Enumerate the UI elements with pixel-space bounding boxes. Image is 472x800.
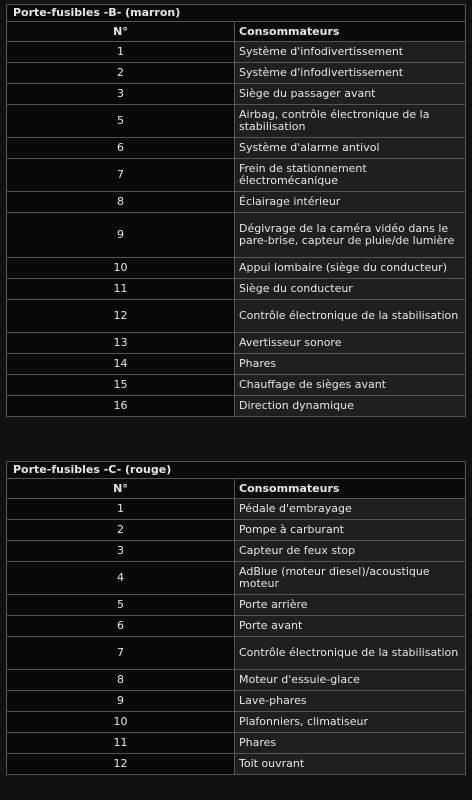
fuse-number-cell: 7 [7,159,235,192]
table-row [7,105,466,138]
consumer-cell: Plafonniers, climatiseur [235,712,466,733]
table-row [7,192,466,213]
consumer-cell: Contrôle électronique de la stabilisation [235,637,466,670]
column-header-number: N° [7,22,235,42]
consumer-cell: Dégivrage de la caméra vidéo dans le pare-brise, capteur de pluie/de lumière [235,213,466,258]
fuse-number-cell: 6 [7,616,235,637]
consumer-cell: Airbag, contrôle électronique de la stabilisation [235,105,466,138]
fuse-number-cell: 3 [7,541,235,562]
consumer-cell: Pompe à carburant [235,520,466,541]
consumer-cell: Toit ouvrant [235,754,466,775]
fuse-number-cell: 13 [7,333,235,354]
table-row [7,520,466,541]
table-row [7,213,466,258]
consumer-cell: Éclairage intérieur [235,192,466,213]
column-header-consumers: Consommateurs [235,22,466,42]
consumer-cell: Système d'alarme antivol [235,138,466,159]
fuse-number-cell: 2 [7,63,235,84]
fuse-number-cell: 15 [7,375,235,396]
consumer-cell: Contrôle électronique de la stabilisation [235,300,466,333]
consumer-cell: Phares [235,354,466,375]
column-header-number: N° [7,479,235,499]
consumer-cell: Appui lombaire (siège du conducteur) [235,258,466,279]
fuse-number-cell: 5 [7,595,235,616]
table-row [7,42,466,63]
table-row [7,499,466,520]
table-header-row [7,479,466,499]
table-row [7,396,466,417]
table-row [7,354,466,375]
fuse-number-cell: 4 [7,562,235,595]
table-title: Porte-fusibles -C- (rouge) [7,462,466,479]
table-row [7,258,466,279]
table-row [7,333,466,354]
fuse-number-cell: 8 [7,192,235,213]
fuse-number-cell: 14 [7,354,235,375]
table-title: Porte-fusibles -B- (marron) [7,5,466,22]
fuse-number-cell: 9 [7,213,235,258]
table-title-row [7,5,466,22]
fuse-number-cell: 10 [7,712,235,733]
fuse-table-b [6,4,466,417]
table-row [7,562,466,595]
table-row [7,300,466,333]
table-row [7,691,466,712]
consumer-cell: Système d'infodivertissement [235,42,466,63]
table-row [7,63,466,84]
table-row [7,375,466,396]
fuse-number-cell: 11 [7,279,235,300]
consumer-cell: Porte avant [235,616,466,637]
table-row [7,637,466,670]
consumer-cell: Avertisseur sonore [235,333,466,354]
table-title-row [7,462,466,479]
fuse-number-cell: 1 [7,499,235,520]
fuse-number-cell: 8 [7,670,235,691]
fuse-number-cell: 6 [7,138,235,159]
table-row [7,159,466,192]
consumer-cell: Moteur d'essuie-glace [235,670,466,691]
table-row [7,138,466,159]
fuse-number-cell: 7 [7,637,235,670]
consumer-cell: Système d'infodivertissement [235,63,466,84]
table-header-row [7,22,466,42]
table-row [7,595,466,616]
table-row [7,712,466,733]
consumer-cell: Lave-phares [235,691,466,712]
column-header-consumers: Consommateurs [235,479,466,499]
table-row [7,616,466,637]
fuse-number-cell: 1 [7,42,235,63]
table-row [7,84,466,105]
consumer-cell: Siège du passager avant [235,84,466,105]
table-row [7,754,466,775]
consumer-cell: Chauffage de sièges avant [235,375,466,396]
fuse-table-c [6,461,466,775]
table-row [7,279,466,300]
consumer-cell: Pédale d'embrayage [235,499,466,520]
fuse-number-cell: 11 [7,733,235,754]
consumer-cell: Frein de stationnement électromécanique [235,159,466,192]
table-row [7,670,466,691]
consumer-cell: Porte arrière [235,595,466,616]
fuse-number-cell: 16 [7,396,235,417]
fuse-number-cell: 12 [7,754,235,775]
consumer-cell: AdBlue (moteur diesel)/acoustique moteur [235,562,466,595]
table-row [7,541,466,562]
table-row [7,733,466,754]
fuse-number-cell: 9 [7,691,235,712]
consumer-cell: Siège du conducteur [235,279,466,300]
consumer-cell: Capteur de feux stop [235,541,466,562]
fuse-number-cell: 12 [7,300,235,333]
consumer-cell: Phares [235,733,466,754]
fuse-number-cell: 3 [7,84,235,105]
consumer-cell: Direction dynamique [235,396,466,417]
fuse-number-cell: 2 [7,520,235,541]
fuse-number-cell: 5 [7,105,235,138]
fuse-number-cell: 10 [7,258,235,279]
